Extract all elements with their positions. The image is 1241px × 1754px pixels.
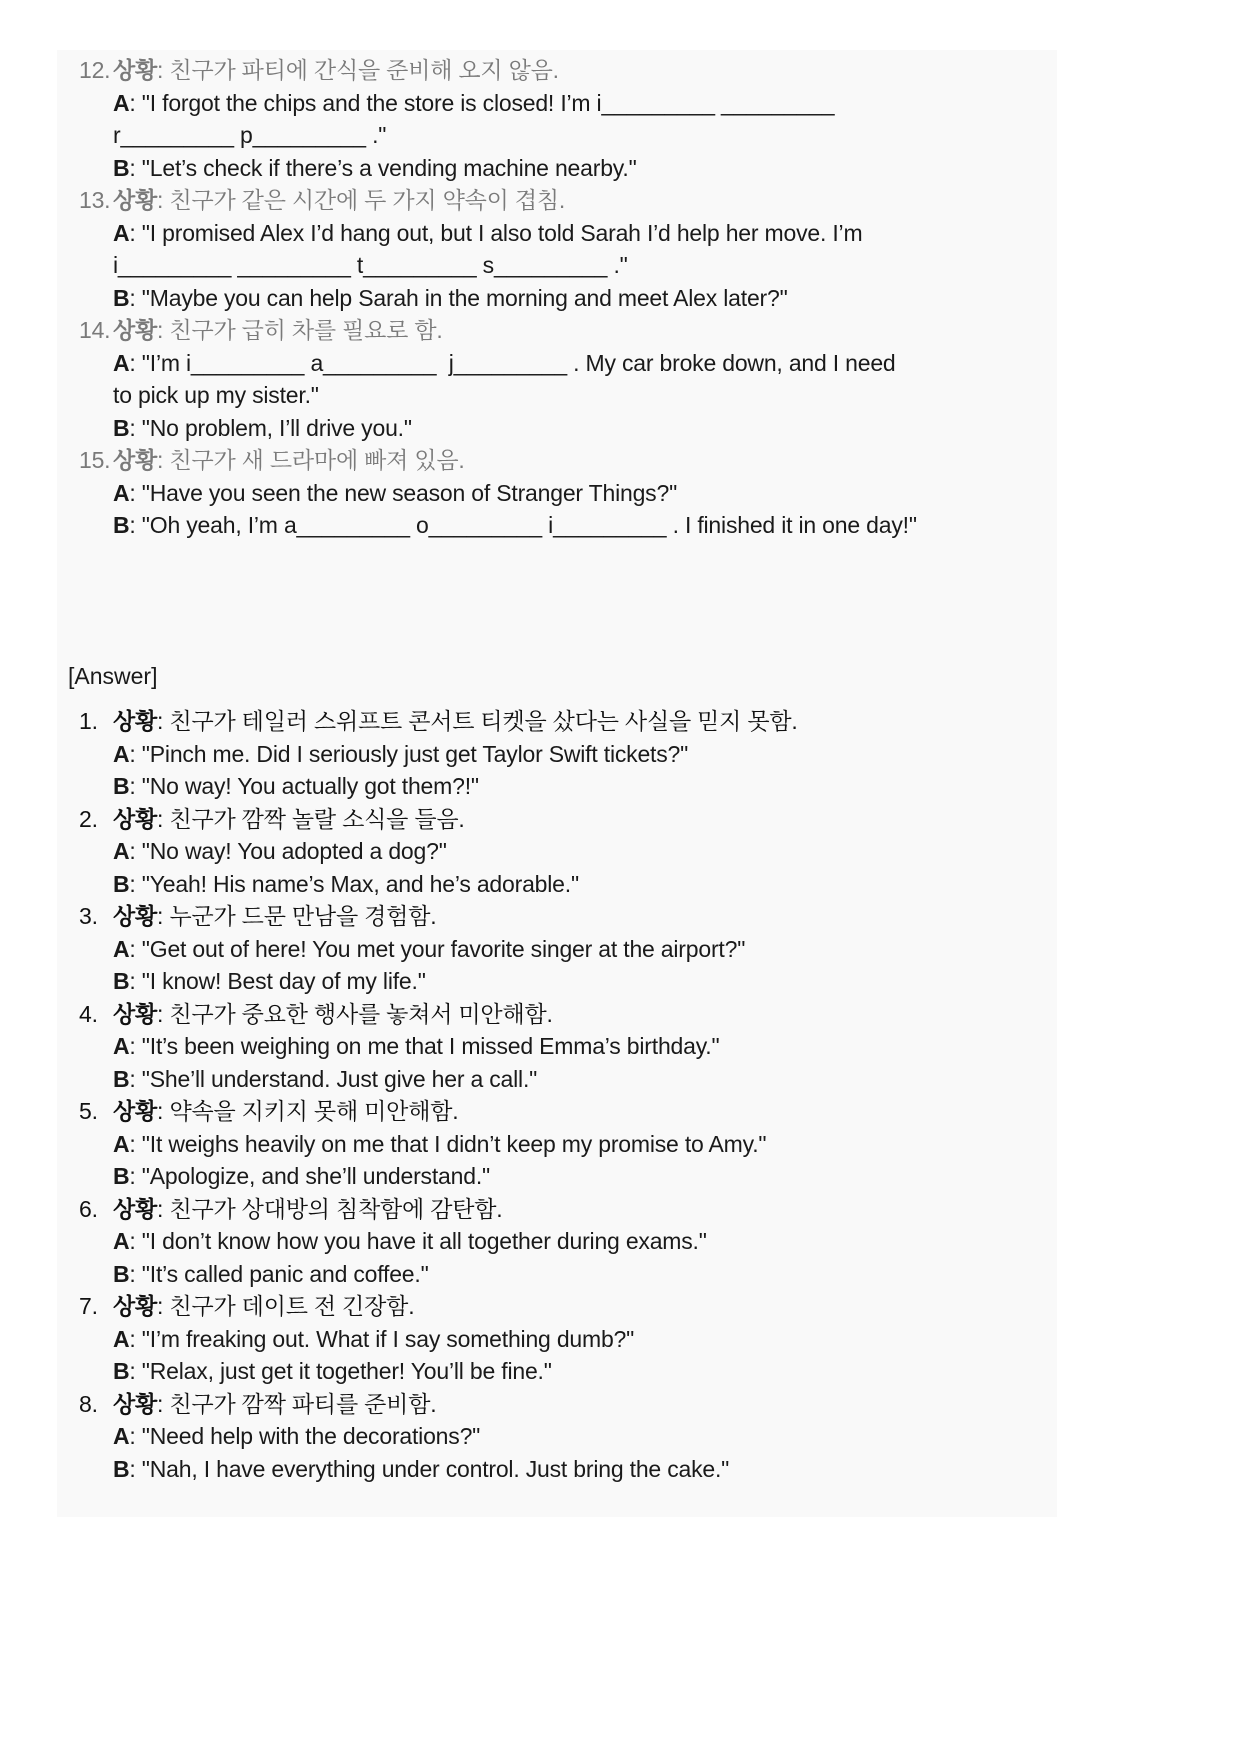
dialogue-text: : "Yeah! His name’s Max, and he’s adorable."	[129, 870, 579, 897]
dialogue-text: : "I’m freaking out. What if I say something dumb?"	[129, 1325, 635, 1352]
speaker-label: A	[113, 1423, 130, 1449]
dialogue-line	[57, 1420, 1057, 1453]
situation-text: 친구가 급히 차를 필요로 함.	[169, 317, 443, 343]
item-number: 2.	[79, 805, 98, 832]
speaker-label: A	[113, 479, 130, 506]
situation-text: 친구가 깜짝 놀랄 소식을 들음.	[169, 805, 465, 832]
situation-text: 친구가 같은 시간에 두 가지 약속이 겹침.	[169, 187, 566, 213]
question-list	[57, 54, 1057, 542]
dialogue-line	[57, 347, 1057, 380]
situation-line: 13. 상황: 친구가 같은 시간에 두 가지 약속이 겹침.	[57, 184, 1057, 217]
list-item	[57, 444, 1057, 542]
speaker-label: A	[113, 1130, 130, 1157]
situation-label: 상황	[113, 317, 158, 343]
situation-text: 친구가 상대방의 침착함에 감탄함.	[169, 1195, 503, 1222]
dialogue-line	[57, 965, 1057, 998]
list-item	[57, 1290, 1057, 1388]
situation-label: 상황	[113, 805, 158, 832]
situation-line: 14. 상황: 친구가 급히 차를 필요로 함.	[57, 314, 1057, 347]
situation-line: 1. 상황: 친구가 테일러 스위프트 콘서트 티켓을 샀다는 사실을 믿지 못함.	[57, 705, 1057, 738]
dialogue-text: : "No way! You adopted a dog?"	[129, 838, 447, 864]
dialogue-line	[57, 379, 1057, 412]
situation-label: 상황	[113, 57, 158, 83]
situation-label: 상황	[113, 1390, 158, 1417]
situation-label: 상황	[113, 1293, 158, 1319]
dialogue-text: : "No way! You actually got them?!"	[129, 773, 479, 799]
situation-line: 15. 상황: 친구가 새 드라마에 빠져 있음.	[57, 444, 1057, 477]
dialogue-line	[57, 87, 1057, 120]
situation-line: 5. 상황: 약속을 지키지 못해 미안해함.	[57, 1095, 1057, 1128]
list-item	[57, 184, 1057, 314]
list-item	[57, 1095, 1057, 1193]
dialogue-line	[57, 1063, 1057, 1096]
situation-label: 상황	[113, 708, 158, 734]
item-number: 4.	[79, 1000, 98, 1027]
situation-text: 누군가 드문 만남을 경험함.	[169, 903, 437, 929]
speaker-label: B	[113, 284, 130, 311]
speaker-label: A	[113, 1325, 130, 1352]
list-item	[57, 803, 1057, 901]
item-number: 12.	[79, 57, 111, 83]
dialogue-line	[57, 1323, 1057, 1356]
dialogue-text: : "I know! Best day of my life."	[129, 968, 426, 994]
situation-label: 상황	[113, 1098, 158, 1124]
situation-label: 상황	[113, 447, 158, 473]
dialogue-text: : "Apologize, and she’ll understand."	[129, 1163, 490, 1189]
dialogue-text: : "I don’t know how you have it all together during exams."	[129, 1228, 707, 1254]
speaker-label: A	[113, 1228, 130, 1254]
dialogue-line	[57, 933, 1057, 966]
dialogue-line	[57, 282, 1057, 315]
document-page	[57, 50, 1057, 1517]
speaker-label: A	[113, 219, 130, 246]
dialogue-text: : "Oh yeah, I’m a_________ o_________ i_________ . I finished it in one day!"	[129, 512, 917, 538]
situation-text: 친구가 중요한 행사를 놓쳐서 미안해함.	[169, 1000, 553, 1027]
answer-heading: [Answer]	[68, 663, 158, 689]
dialogue-line	[57, 1258, 1057, 1291]
item-number: 7.	[79, 1293, 98, 1319]
dialogue-line	[57, 868, 1057, 901]
situation-line: 3. 상황: 누군가 드문 만남을 경험함.	[57, 900, 1057, 933]
speaker-label: B	[113, 1455, 130, 1482]
item-number: 3.	[79, 903, 98, 929]
dialogue-line	[57, 738, 1057, 771]
dialogue-text: : "It weighs heavily on me that I didn’t keep my promise to Amy."	[129, 1130, 767, 1157]
dialogue-line	[57, 835, 1057, 868]
dialogue-line	[57, 509, 1057, 542]
dialogue-text: : "I promised Alex I’d hang out, but I also told Sarah I’d help her move. I’m	[129, 219, 863, 246]
dialogue-line	[57, 152, 1057, 185]
situation-line: 6. 상황: 친구가 상대방의 침착함에 감탄함.	[57, 1193, 1057, 1226]
dialogue-text: : "It’s been weighing on me that I missed Emma’s birthday."	[129, 1033, 720, 1059]
situation-line: 12. 상황: 친구가 파티에 간식을 준비해 오지 않음.	[57, 54, 1057, 87]
situation-text: 약속을 지키지 못해 미안해함.	[169, 1098, 459, 1124]
speaker-label: B	[113, 414, 130, 441]
dialogue-text: r_________ p_________ ."	[113, 122, 387, 148]
situation-line: 8. 상황: 친구가 깜짝 파티를 준비함.	[57, 1388, 1057, 1421]
situation-text: 친구가 새 드라마에 빠져 있음.	[169, 447, 465, 473]
speaker-label: A	[113, 935, 130, 962]
dialogue-text: : "It’s called panic and coffee."	[129, 1260, 429, 1287]
dialogue-text: to pick up my sister."	[113, 382, 319, 408]
situation-text: 친구가 데이트 전 긴장함.	[169, 1293, 415, 1319]
situation-line: 7. 상황: 친구가 데이트 전 긴장함.	[57, 1290, 1057, 1323]
dialogue-text: : "Maybe you can help Sarah in the morning and meet Alex later?"	[129, 284, 788, 311]
speaker-label: B	[113, 1358, 130, 1384]
dialogue-text: : "Have you seen the new season of Stranger Things?"	[129, 479, 678, 506]
answer-list	[57, 705, 1057, 1485]
list-item	[57, 705, 1057, 803]
dialogue-line	[57, 1128, 1057, 1161]
speaker-label: B	[113, 512, 130, 538]
dialogue-text: : "I’m i_________ a_________ j_________ . My car broke down, and I need	[129, 349, 896, 376]
dialogue-text: : "Need help with the decorations?"	[129, 1423, 481, 1449]
dialogue-text: : "Pinch me. Did I seriously just get Taylor Swift tickets?"	[129, 740, 689, 767]
list-item	[57, 54, 1057, 184]
speaker-label: B	[113, 773, 130, 799]
situation-text: 친구가 깜짝 파티를 준비함.	[169, 1390, 437, 1417]
dialogue-text: : "Relax, just get it together! You’ll be fine."	[129, 1358, 552, 1384]
dialogue-text: : "She’ll understand. Just give her a call."	[129, 1065, 538, 1092]
dialogue-text: : "Get out of here! You met your favorite singer at the airport?"	[129, 935, 746, 962]
list-item	[57, 900, 1057, 998]
speaker-label: B	[113, 154, 130, 181]
dialogue-line	[57, 1160, 1057, 1193]
item-number: 8.	[79, 1390, 98, 1417]
speaker-label: A	[113, 1033, 130, 1059]
situation-text: 친구가 테일러 스위프트 콘서트 티켓을 샀다는 사실을 믿지 못함.	[169, 708, 798, 734]
situation-line: 2. 상황: 친구가 깜짝 놀랄 소식을 들음.	[57, 803, 1057, 836]
speaker-label: B	[113, 968, 130, 994]
dialogue-text: i_________ _________ t_________ s_________ ."	[113, 252, 628, 278]
speaker-label: B	[113, 1260, 130, 1287]
item-number: 14.	[79, 317, 111, 343]
item-number: 15.	[79, 447, 111, 473]
dialogue-line	[57, 1355, 1057, 1388]
situation-text: 친구가 파티에 간식을 준비해 오지 않음.	[169, 57, 559, 83]
speaker-label: B	[113, 1163, 130, 1189]
situation-label: 상황	[113, 1000, 158, 1027]
situation-label: 상황	[113, 903, 158, 929]
dialogue-line	[57, 249, 1057, 282]
item-number: 6.	[79, 1195, 98, 1222]
speaker-label: A	[113, 838, 130, 864]
speaker-label: A	[113, 349, 130, 376]
speaker-label: A	[113, 89, 130, 116]
list-item	[57, 314, 1057, 444]
item-number: 13.	[79, 187, 111, 213]
list-item	[57, 1388, 1057, 1486]
situation-line: 4. 상황: 친구가 중요한 행사를 놓쳐서 미안해함.	[57, 998, 1057, 1031]
speaker-label: B	[113, 870, 130, 897]
list-item	[57, 998, 1057, 1096]
dialogue-text: : "No problem, I’ll drive you."	[129, 414, 412, 441]
situation-label: 상황	[113, 1195, 158, 1222]
dialogue-line	[57, 119, 1057, 152]
dialogue-line	[57, 412, 1057, 445]
item-number: 1.	[79, 708, 98, 734]
list-item	[57, 1193, 1057, 1291]
dialogue-line	[57, 1030, 1057, 1063]
dialogue-text: : "I forgot the chips and the store is closed! I’m i_________ _________	[129, 89, 835, 116]
dialogue-line	[57, 1225, 1057, 1258]
dialogue-line	[57, 477, 1057, 510]
dialogue-text: : "Let’s check if there’s a vending machine nearby."	[129, 154, 637, 181]
situation-label: 상황	[113, 187, 158, 213]
speaker-label: B	[113, 1065, 130, 1092]
dialogue-line	[57, 1453, 1057, 1486]
dialogue-line	[57, 770, 1057, 803]
speaker-label: A	[113, 740, 130, 767]
item-number: 5.	[79, 1098, 98, 1124]
dialogue-line	[57, 217, 1057, 250]
dialogue-text: : "Nah, I have everything under control. Just bring the cake."	[129, 1455, 730, 1482]
